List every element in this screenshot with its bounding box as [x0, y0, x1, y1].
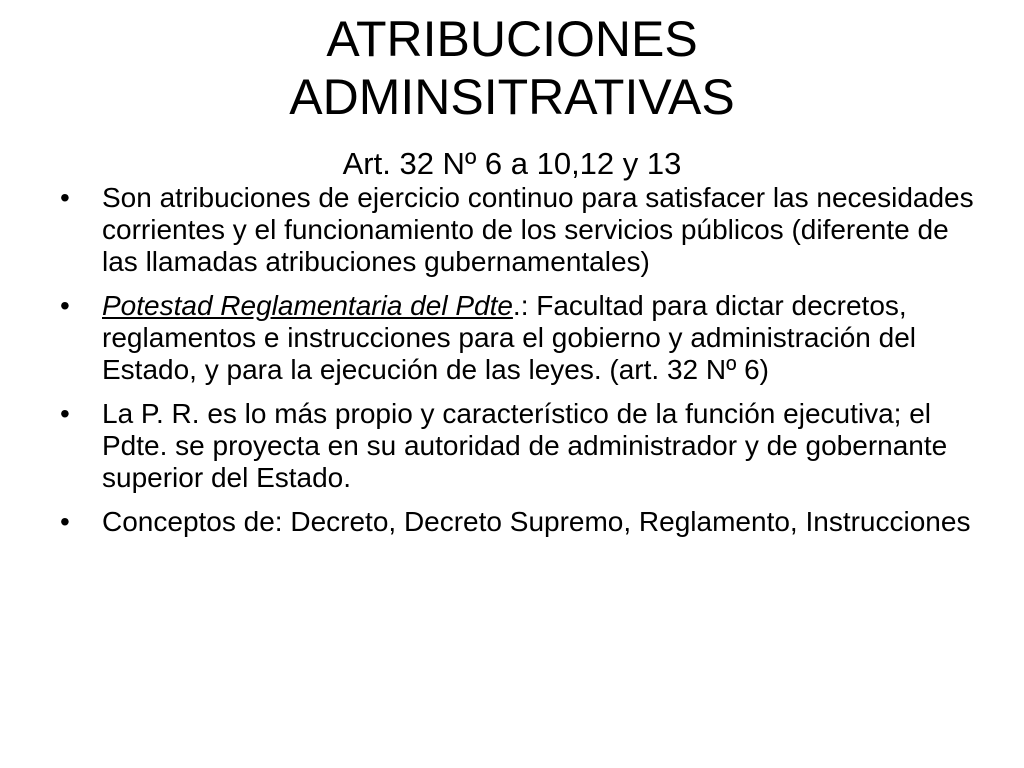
bullet-text: Conceptos de: Decreto, Decreto Supremo, Reglamento, Instrucciones	[102, 506, 971, 537]
bullet-text: La P. R. es lo más propio y característico de la función ejecutiva; el Pdte. se proyecta en su autoridad de administrador y de gobernante superior del Estado.	[102, 398, 948, 493]
bullet-item-4	[56, 506, 976, 538]
bullet-item-1	[56, 182, 976, 278]
bullet-text: .: Facultad para dictar decretos, reglamentos e instrucciones para el gobierno y administración del Estado, y para la ejecución de las leyes. (art. 32 Nº 6)	[102, 290, 916, 385]
bullet-item-2	[56, 290, 976, 386]
bullet-point-icon: •	[60, 182, 70, 213]
bullet-point-icon: •	[60, 398, 70, 429]
bullet-point-icon: •	[60, 290, 70, 321]
title-line-1: ATRIBUCIONES	[326, 11, 698, 67]
slide-subtitle: Art. 32 Nº 6 a 10,12 y 13	[342, 146, 682, 181]
bullet-item-3	[56, 398, 976, 494]
bullet-point-icon: •	[60, 506, 70, 537]
slide-title	[0, 10, 1024, 126]
title-line-2: ADMINSITRATIVAS	[289, 69, 735, 125]
bullet-list	[56, 182, 976, 550]
bullet-emphasis: Potestad Reglamentaria del Pdte	[102, 290, 513, 321]
bullet-text: Son atribuciones de ejercicio continuo para satisfacer las necesidades corrientes y el funcionamiento de los servicios públicos (diferente de las llamadas atribuciones gubernamentales)	[102, 182, 974, 277]
